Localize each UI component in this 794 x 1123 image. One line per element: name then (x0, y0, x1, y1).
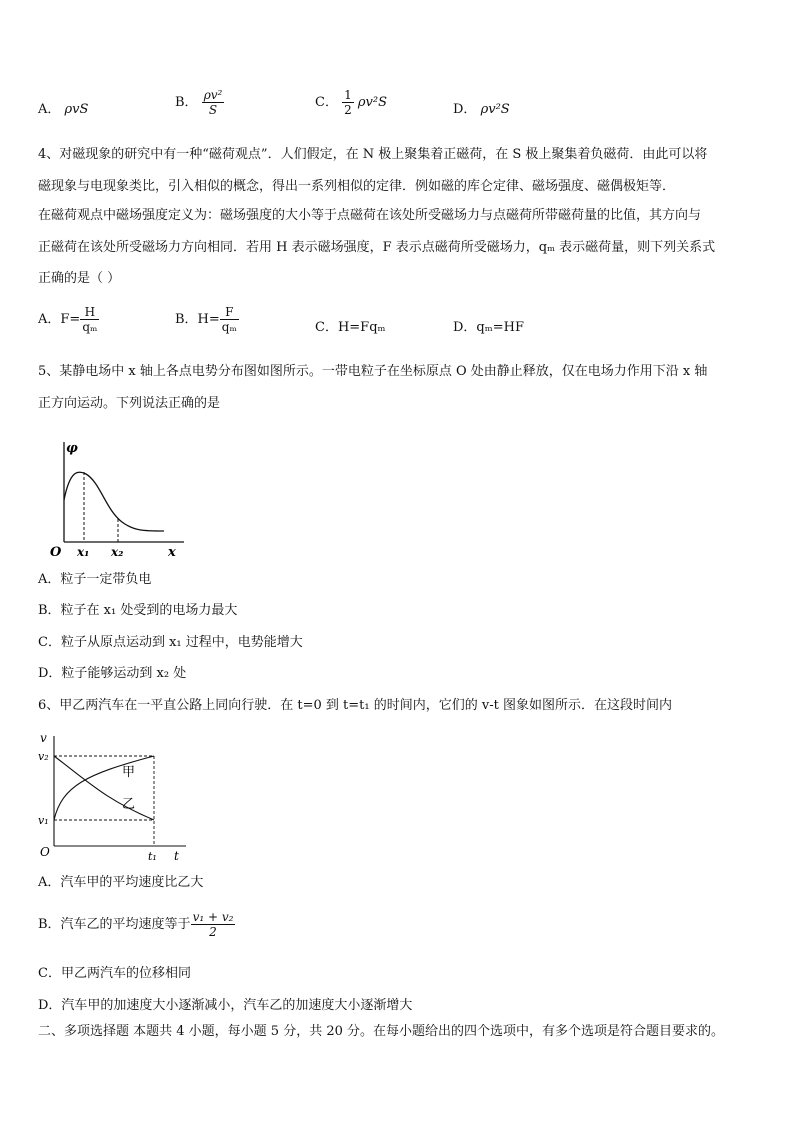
v2-label: v₂ (38, 750, 49, 763)
t1-label: t₁ (148, 850, 157, 863)
option-expr: ρv²S (357, 95, 387, 110)
q3-option-a (38, 98, 88, 117)
q4-text-line: 正确的是（ ） (38, 271, 121, 286)
t-axis-label: t (174, 849, 179, 863)
x1-label: x₁ (77, 545, 90, 559)
option-label: C． (315, 95, 338, 110)
fraction-denominator: 2 (209, 925, 217, 939)
fraction-numerator: v₁ + v₂ (192, 910, 234, 924)
option-label: B． (175, 95, 198, 110)
q4-option-a (38, 305, 99, 334)
v1-label: v₁ (38, 814, 49, 827)
fraction (220, 305, 239, 334)
jia-label: 甲 (122, 765, 136, 780)
q5-option-d: D．粒子能够运动到 x₂ 处 (38, 666, 187, 681)
q6-option-a: A．汽车甲的平均速度比乙大 (38, 875, 204, 890)
fraction-denominator: qₘ (221, 320, 237, 334)
q6-option-b (38, 910, 235, 939)
q3-option-c (315, 88, 387, 117)
q4-option-b (175, 305, 239, 334)
q5-text-line: 正方向运动。下列说法正确的是 (38, 396, 221, 411)
fraction-denominator: qₘ (82, 320, 98, 334)
q6-option-d: D．汽车甲的加速度大小逐渐减小，汽车乙的加速度大小逐渐增大 (38, 998, 413, 1013)
origin-label: O (50, 545, 62, 560)
origin-label: O (40, 845, 50, 859)
v-axis-label: v (40, 731, 47, 745)
option-text: B．汽车乙的平均速度等于 (38, 917, 191, 932)
q4-option-c: C．H=Fqₘ (315, 320, 386, 335)
q6-option-c: C．甲乙两汽车的位移相同 (38, 966, 191, 981)
option-label: A．F= (38, 312, 81, 327)
fraction (342, 88, 354, 117)
q4-text-line: 磁现象与电现象类比，引入相似的概念，得出一系列相似的定律．例如磁的库仑定律、磁场强度、磁偶极矩等． (38, 179, 676, 194)
jia-curve (54, 756, 154, 820)
q6-text-line: 6、甲乙两汽车在一平直公路上同向行驶．在 t=0 到 t=t₁ 的时间内，它们的 v-t 图象如图所示．在这段时间内 (38, 698, 672, 713)
x2-label: x₂ (111, 545, 124, 559)
option-expr: ρvS (64, 102, 89, 117)
q4-text-line: 在磁荷观点中磁场强度定义为：磁场强度的大小等于点磁荷在该处所受磁场力与点磁荷所带磁荷量的比值，其方向与 (38, 208, 702, 223)
q5-text-line: 5、某静电场中 x 轴上各点电势分布图如图所示。一带电粒子在坐标原点 O 处由静止释放，仅在电场力作用下沿 x 轴 (38, 364, 708, 379)
option-expr: ρv²S (480, 102, 510, 117)
q4-text-line: 4、对磁现象的研究中有一种“磁荷观点”．人们假定，在 N 极上聚集着正磁荷，在 S 极上聚集着负磁荷．由此可以将 (38, 147, 708, 162)
fraction-denominator: 2 (344, 103, 352, 117)
q3-option-b (175, 88, 224, 117)
vt-graph (36, 728, 196, 866)
section-2-heading: 二、多项选择题 本题共 4 小题，每小题 5 分，共 20 分。在每小题给出的四个选项中，有多个选项是符合题目要求的。 (38, 1024, 725, 1039)
q3-option-d (453, 98, 510, 117)
option-label: B．H= (175, 312, 220, 327)
yi-label: 乙 (122, 797, 136, 812)
q5-option-a: A．粒子一定带负电 (38, 572, 152, 587)
yi-curve (54, 756, 154, 820)
fraction-numerator: ρv² (203, 88, 223, 102)
x-axis-label: x (168, 545, 176, 560)
q5-option-b: B．粒子在 x₁ 处受到的电场力最大 (38, 603, 238, 618)
option-label: A． (38, 102, 61, 117)
potential-curve (64, 472, 164, 531)
q5-option-c: C．粒子从原点运动到 x₁ 过程中，电势能增大 (38, 635, 303, 650)
y-axis-label: φ (66, 441, 78, 456)
fraction-denominator: S (208, 103, 218, 117)
fraction (191, 910, 236, 939)
option-label: D． (453, 102, 477, 117)
fraction (202, 88, 225, 117)
q4-option-d: D．qₘ=HF (453, 320, 524, 335)
fraction (80, 305, 99, 334)
fraction-numerator: H (84, 305, 96, 319)
potential-graph (44, 432, 194, 562)
q4-text-line: 正磁荷在该处所受磁场力方向相同．若用 H 表示磁场强度，F 表示点磁荷所受磁场力，qₘ 表示磁荷量，则下列关系式 (38, 240, 716, 255)
fraction-numerator: 1 (344, 88, 352, 102)
fraction-numerator: F (225, 305, 234, 319)
